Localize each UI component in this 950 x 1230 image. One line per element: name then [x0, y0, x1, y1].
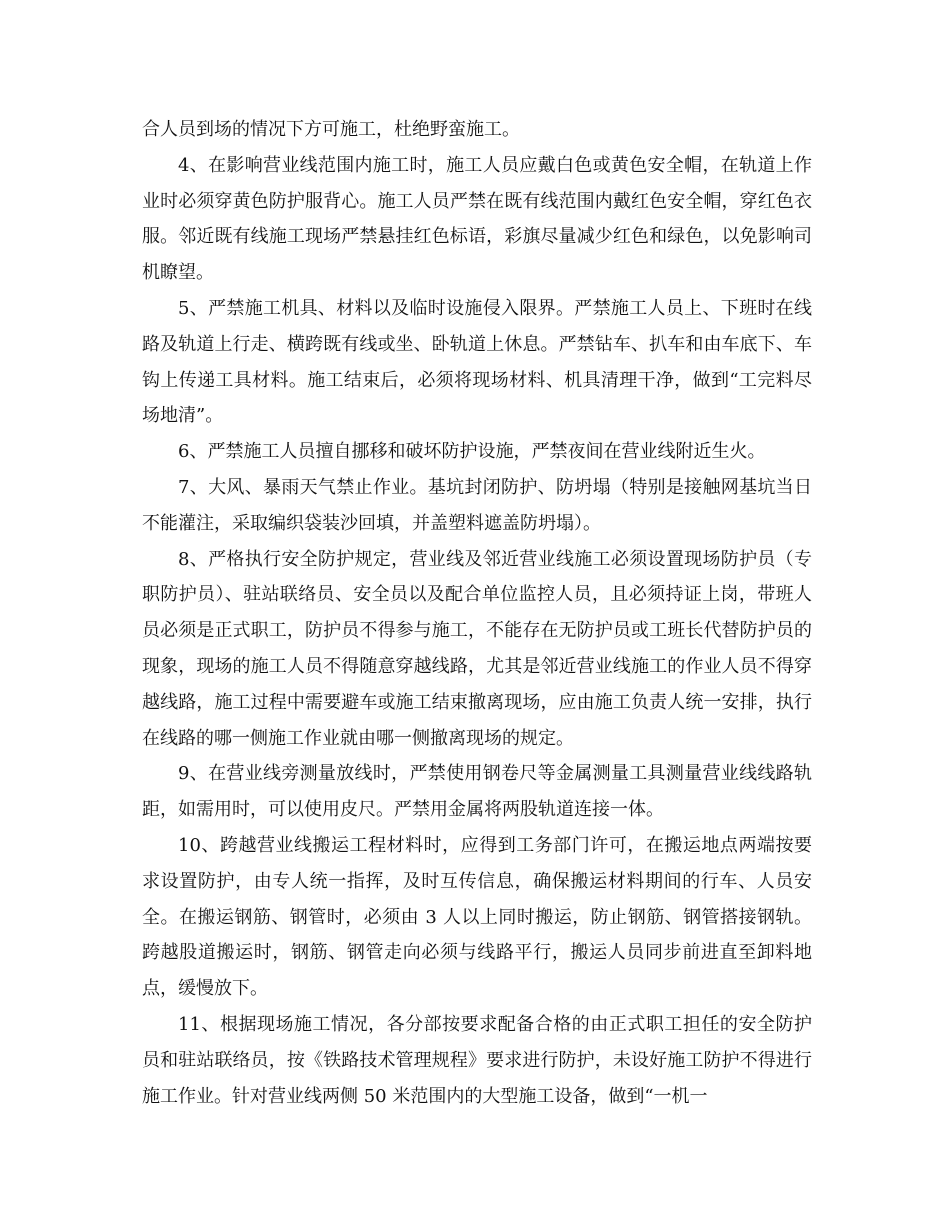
- document-body: [142, 112, 812, 1114]
- paragraph-continuation: 合人员到场的情况下方可施工，杜绝野蛮施工。: [142, 119, 520, 140]
- paragraph-item-9: 9、在营业线旁测量放线时，严禁使用钢卷尺等金属测量工具测量营业线线路轨距，如需用时，可以使用皮尺。严禁用金属将两股轨道连接一体。: [142, 763, 812, 821]
- paragraph-item-5: 5、严禁施工机具、材料以及临时设施侵入限界。严禁施工人员上、下班时在线路及轨道上行走、横跨既有线或坐、卧轨道上休息。严禁钻车、扒车和由车底下、车钩上传递工具材料。施工结束后，必须将现场材料、机具清理干净，做到“工完料尽场地清”。: [142, 297, 812, 427]
- paragraph-item-8: 8、严格执行安全防护规定，营业线及邻近营业线施工必须设置现场防护员（专职防护员）、驻站联络员、安全员以及配合单位监控人员，且必须持证上岗，带班人员必须是正式职工，防护员不得参与施工，不能存在无防护员或工班长代替防护员的现象，现场的施工人员不得随意穿越线路，尤其是邻近营业线施工的作业人员不得穿越线路，施工过程中需要避车或施工结束撤离现场，应由施工负责人统一安排，执行在线路的哪一侧施工作业就由哪一侧撤离现场的规定。: [142, 548, 812, 749]
- paragraph-item-4: 4、在影响营业线范围内施工时，施工人员应戴白色或黄色安全帽，在轨道上作业时必须穿黄色防护服背心。施工人员严禁在既有线范围内戴红色安全帽，穿红色衣服。邻近既有线施工现场严禁悬挂红色标语，彩旗尽量减少红色和绿色，以免影响司机瞭望。: [142, 154, 812, 284]
- paragraph-item-6: 6、严禁施工人员擅自挪移和破坏防护设施，严禁夜间在营业线附近生火。: [178, 441, 766, 463]
- paragraph-item-10: 10、跨越营业线搬运工程材料时，应得到工务部门许可，在搬运地点两端按要求设置防护，由专人统一指挥，及时互传信息，确保搬运材料期间的行车、人员安全。在搬运钢筋、钢管时，必须由 3 人以上同时搬运，防止钢筋、钢管搭接钢轨。跨越股道搬运时，钢筋、钢管走向必须与线路平行，搬运人员同步前进直至卸料地点，缓慢放下。: [142, 834, 812, 1000]
- paragraph-item-7: 7、大风、暴雨天气禁止作业。基坑封闭防护、防坍塌（特别是接触网基坑当日不能灌注，采取编织袋装沙回填，并盖塑料遮盖防坍塌）。: [142, 476, 812, 534]
- paragraph-item-11: 11、根据现场施工情况，各分部按要求配备合格的由正式职工担任的安全防护员和驻站联络员，按《铁路技术管理规程》要求进行防护，未设好施工防护不得进行施工作业。针对营业线两侧 50 米范围内的大型施工设备，做到“一机一: [142, 1013, 812, 1107]
